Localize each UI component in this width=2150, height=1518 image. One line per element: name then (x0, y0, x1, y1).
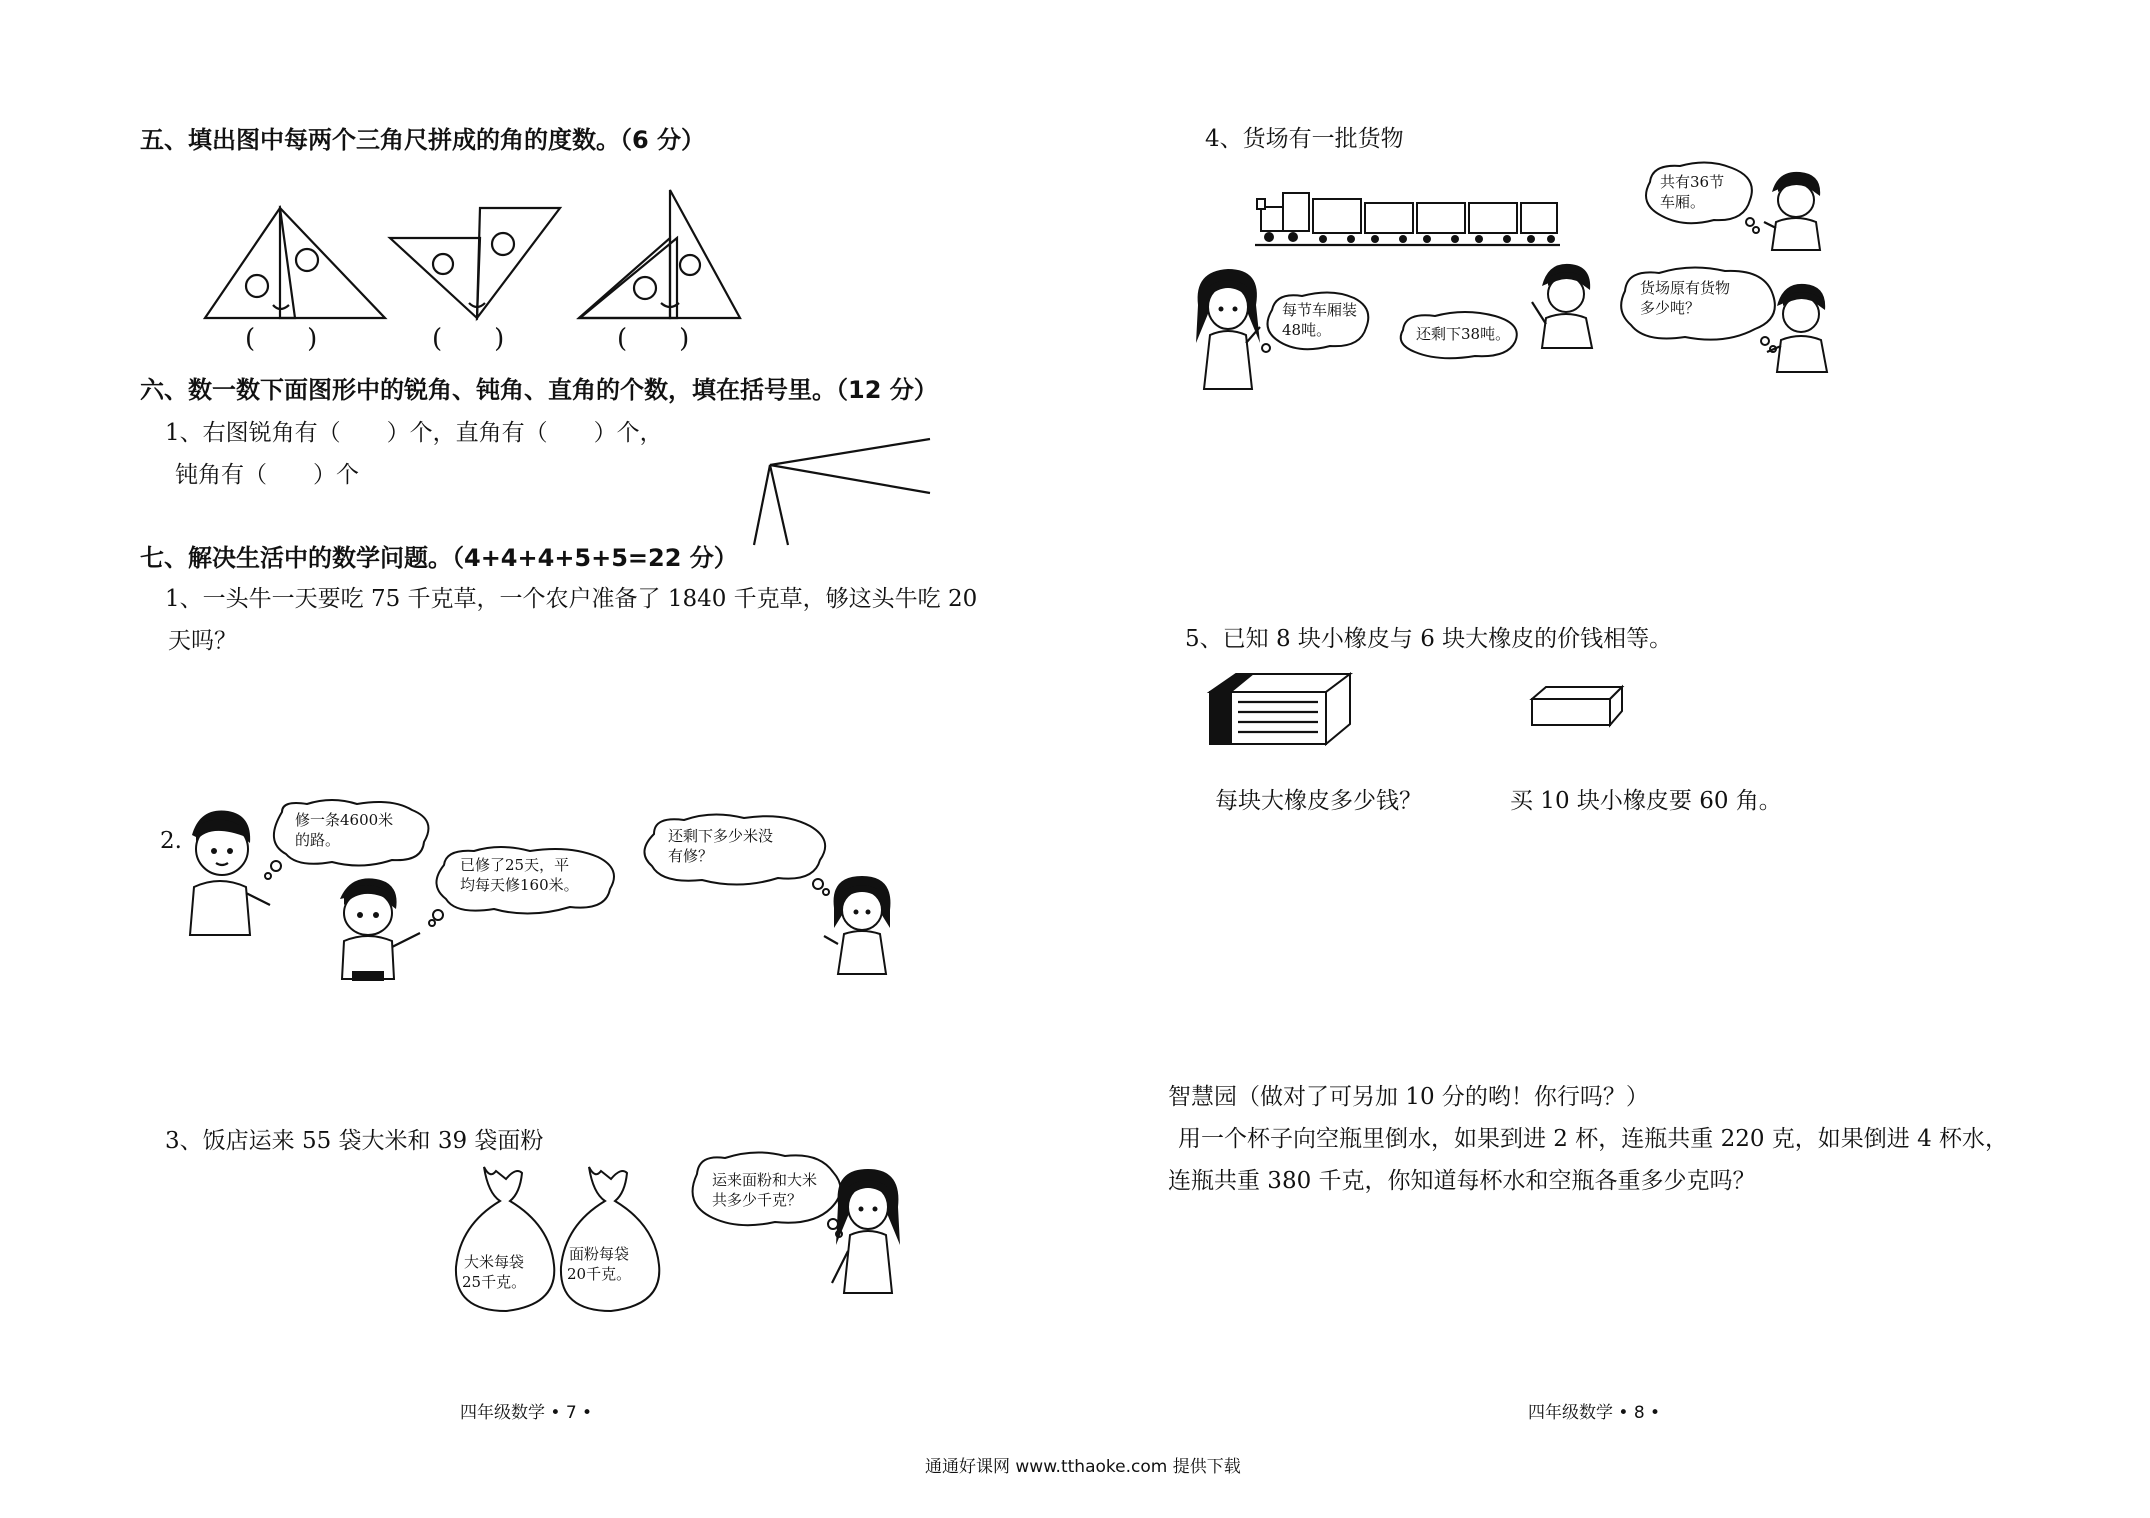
bonus-line2: 连瓶共重 380 千克，你知道每杯水和空瓶各重多少克吗？ (1168, 1168, 1756, 1194)
section5-heading: 五、填出图中每两个三角尺拼成的角的度数。（6 分） (140, 126, 706, 154)
q4-text: 4、货场有一批货物 (1205, 126, 1404, 152)
q4-boy3-illustration (1765, 280, 1845, 375)
rice-bag-illustration (450, 1165, 560, 1315)
section7-q3-text: 3、饭店运来 55 袋大米和 39 袋面粉 (165, 1128, 544, 1154)
right-page-footer: 四年级数学 • 8 • (1528, 1403, 1661, 1423)
speech-bubble-1-text: 修一条4600米 的路。 (295, 811, 394, 849)
section7-q2-number: 2. (160, 828, 182, 854)
train-illustration (1255, 185, 1560, 255)
flour-bag-label: 面粉每袋 20千克。 (567, 1245, 632, 1283)
big-eraser-illustration (1208, 672, 1353, 747)
angle-figure (750, 435, 940, 550)
rice-bag-label: 大米每袋 25千克。 (462, 1253, 527, 1291)
answer-blank-2[interactable]: ( ) (432, 324, 505, 354)
bonus-line1: 用一个杯子向空瓶里倒水，如果到进 2 杯，连瓶共重 220 克，如果倒进 4 杯水， (1178, 1126, 2009, 1152)
answer-blank-1[interactable]: ( ) (245, 324, 318, 354)
speech-bubble-3-text: 还剩下多少米没 有修？ (668, 827, 774, 865)
small-eraser-illustration (1530, 685, 1625, 730)
girl2-illustration (828, 1165, 908, 1300)
left-page-footer: 四年级数学 • 7 • (460, 1403, 593, 1423)
site-footer: 通通好课网 www.tthaoke.com 提供下载 (925, 1457, 1241, 1477)
speech-bubble-2-text: 已修了25天，平 均每天修160米。 (460, 856, 579, 894)
q4-bubble-4-text: 货场原有货物 多少吨？ (1640, 279, 1731, 317)
section7-q1-line2: 天吗？ (168, 628, 237, 654)
q4-boy1-illustration (1762, 168, 1832, 253)
bonus-title: 智慧园（做对了可另加 10 分的哟！你行吗？） (1168, 1084, 1649, 1110)
q4-bubble-1-text: 共有36节 车厢。 (1660, 173, 1725, 211)
section6-heading: 六、数一数下面图形中的锐角、钝角、直角的个数，填在括号里。（12 分） (140, 376, 938, 404)
q5-label-big: 每块大橡皮多少钱？ (1215, 788, 1422, 814)
q4-boy2-illustration (1530, 260, 1610, 350)
section6-q1-line1: 1、右图锐角有（ ）个，直角有（ ）个， (165, 420, 663, 446)
q5-label-small: 买 10 块小橡皮要 60 角。 (1510, 788, 1782, 814)
answer-blank-3[interactable]: ( ) (617, 324, 690, 354)
flour-bag-illustration (555, 1165, 665, 1315)
triangle-rulers-figure (195, 200, 575, 330)
boy2-illustration (330, 875, 425, 985)
q4-bubble-3-text: 还剩下38吨。 (1416, 325, 1511, 343)
section6-q1-line2: 钝角有（ ）个 (175, 462, 359, 488)
q4-girl-illustration (1190, 265, 1270, 395)
triangle-rulers-figure-3 (575, 190, 745, 330)
q4-bubble-2-text: 每节车厢装 48吨。 (1282, 301, 1358, 339)
section7-q1-line1: 1、一头牛一天要吃 75 千克草，一个农户准备了 1840 千克草，够这头牛吃 20 (165, 586, 978, 612)
speech-bubble-4-text: 运来面粉和大米 共多少千克？ (712, 1171, 818, 1209)
q5-text: 5、已知 8 块小橡皮与 6 块大橡皮的价钱相等。 (1185, 626, 1673, 652)
section7-heading: 七、解决生活中的数学问题。（4+4+4+5+5=22 分） (140, 544, 738, 572)
